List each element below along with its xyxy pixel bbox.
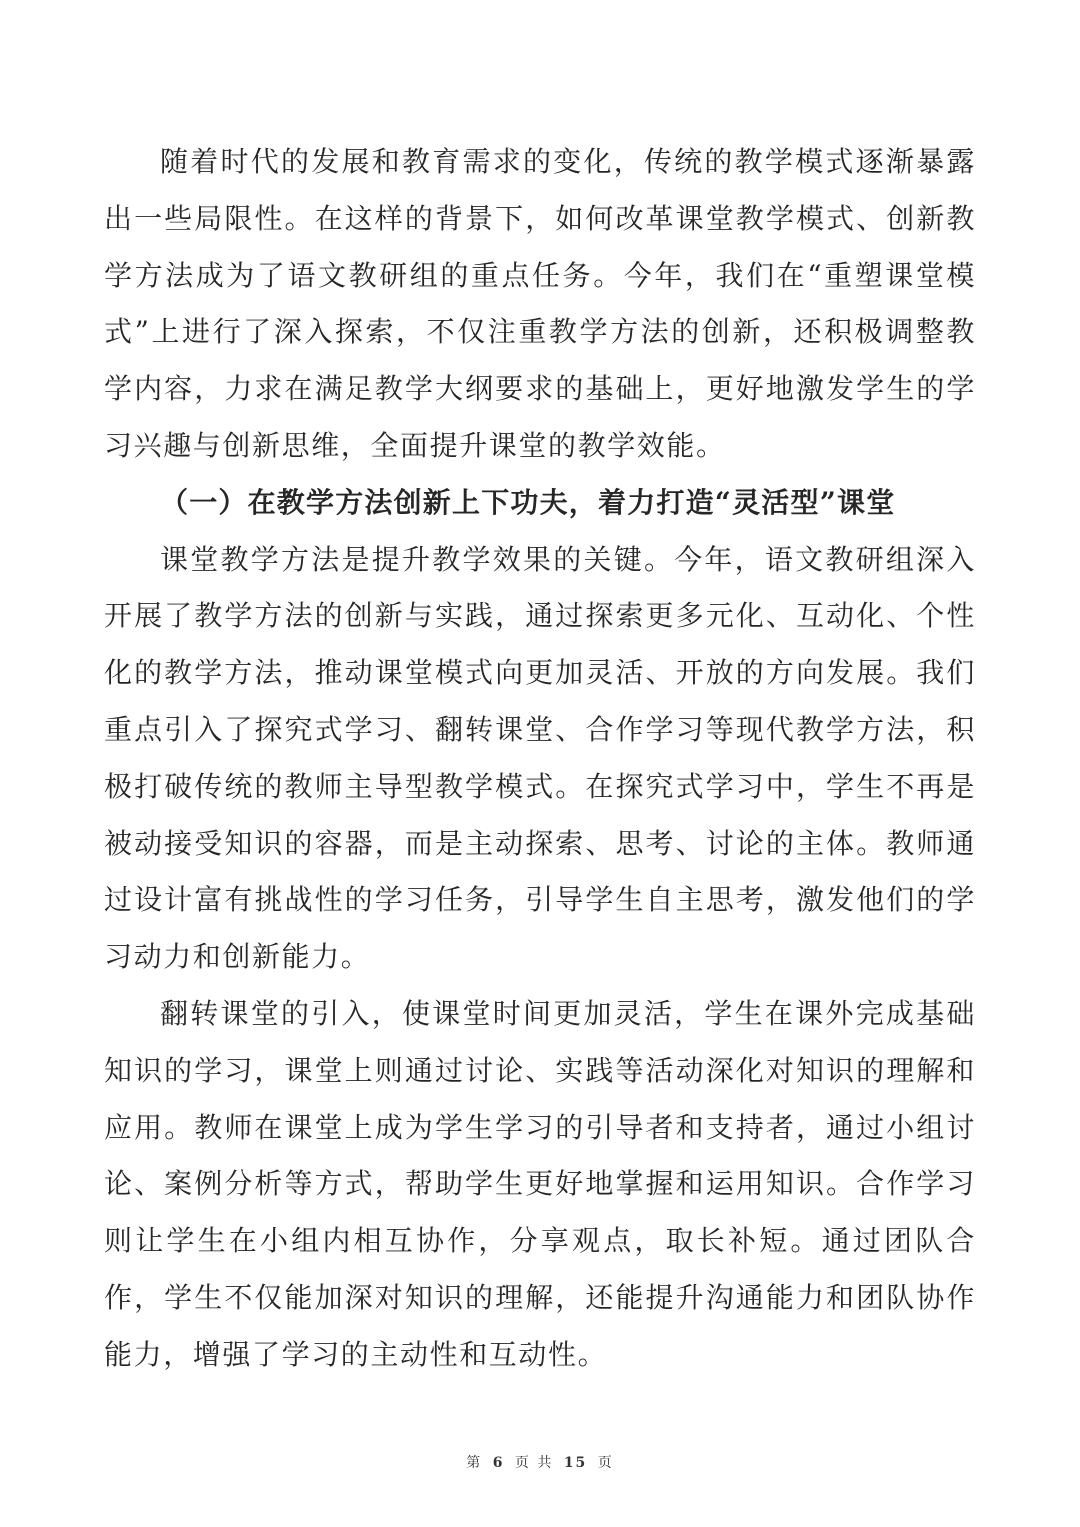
total-page-count: 15 <box>563 1455 588 1471</box>
page-footer <box>0 1452 1080 1472</box>
body-paragraph-flipped-classroom: 翻转课堂的引入，使课堂时间更加灵活，学生在课外完成基础知识的学习，课堂上则通过讨论、实践等活动深化对知识的理解和应用。教师在课堂上成为学生学习的引导者和支持者，通过小组讨论、案例分析等方式，帮助学生更好地掌握和运用知识。合作学习则让学生在小组内相互协作，分享观点，取长补短。通过团队合作，学生不仅能加深对知识的理解，还能提升沟通能力和团队协作能力，增强了学习的主动性和互动性。 <box>104 996 976 1371</box>
footer-middle: 页 共 <box>514 1455 554 1471</box>
current-page-number: 6 <box>492 1455 505 1471</box>
intro-paragraph: 随着时代的发展和教育需求的变化，传统的教学模式逐渐暴露出一些局限性。在这样的背景下，如何改革课堂教学模式、创新教学方法成为了语文教研组的重点任务。今年，我们在“重塑课堂模式”上进行了深入探索，不仅注重教学方法的创新，还积极调整教学内容，力求在满足教学大纲要求的基础上，更好地激发学生的学习兴趣与创新思维，全面提升课堂的教学效能。 <box>104 145 976 462</box>
section-heading: （一）在教学方法创新上下功夫，着力打造“灵活型”课堂 <box>160 485 896 519</box>
document-body <box>104 134 976 1384</box>
body-paragraph-teaching-methods: 课堂教学方法是提升教学效果的关键。今年，语文教研组深入开展了教学方法的创新与实践，通过探索更多元化、互动化、个性化的教学方法，推动课堂模式向更加灵活、开放的方向发展。我们重点引入了探究式学习、翻转课堂、合作学习等现代教学方法，积极打破传统的教师主导型教学模式。在探究式学习中，学生不再是被动接受知识的容器，而是主动探索、思考、讨论的主体。教师通过设计富有挑战性的学习任务，引导学生自主思考，激发他们的学习动力和创新能力。 <box>104 542 976 974</box>
footer-prefix: 第 <box>466 1455 483 1471</box>
footer-suffix: 页 <box>597 1455 614 1471</box>
